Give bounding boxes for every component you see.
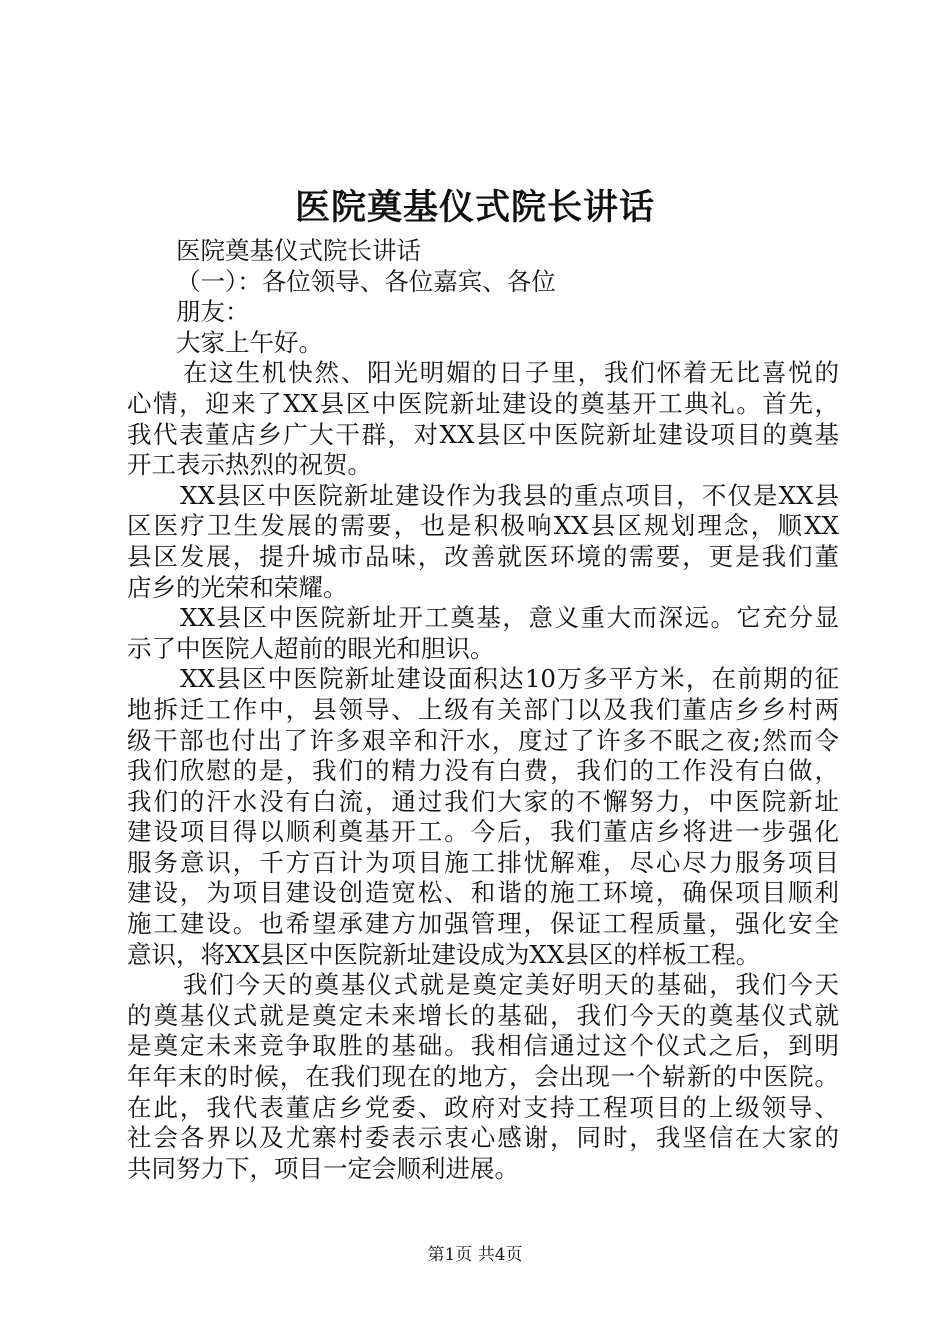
paragraph-line: 我们欣慰的是，我们的精力没有白费，我们的工作没有白做，: [127, 756, 839, 786]
paragraph-line: 建设项目得以顺利奠基开工。今后，我们董店乡将进一步强化: [127, 817, 839, 847]
paragraph-line: 共同努力下，项目一定会顺利进展。: [127, 1153, 519, 1183]
paragraph-line: 地拆迁工作中，县领导、上级有关部门以及我们董店乡乡村两: [127, 694, 839, 724]
page-indicator: 第1页 共4页: [427, 1245, 523, 1265]
paragraph-line: XX县区中医院新址开工奠基，意义重大而深远。它充分显: [180, 603, 839, 633]
paragraph-line: 意识，将XX县区中医院新址建设成为XX县区的样板工程。: [127, 939, 761, 969]
paragraph-line: 我代表董店乡广大干群，对XX县区中医院新址建设项目的奠基: [127, 419, 839, 449]
paragraph-line: 朋友：: [176, 297, 250, 327]
paragraph-line: 我们的汗水没有白流，通过我们大家的不懈努力，中医院新址: [127, 786, 839, 816]
paragraph-line: 县区发展，提升城市品味，改善就医环境的需要，更是我们董: [127, 541, 839, 571]
paragraph-line: 店乡的光荣和荣耀。: [127, 572, 348, 602]
paragraph-line: 我们今天的奠基仪式就是奠定美好明天的基础，我们今天: [183, 970, 839, 1000]
paragraph-line: 级干部也付出了许多艰辛和汗水，度过了许多不眠之夜;然而令: [127, 725, 839, 755]
paragraph-line: 大家上午好。: [176, 327, 323, 357]
paragraph-line: 心情，迎来了XX县区中医院新址建设的奠基开工典礼。首先，: [127, 388, 839, 418]
paragraph-line: 社会各界以及尤寨村委表示衷心感谢，同时，我坚信在大家的: [127, 1123, 839, 1153]
paragraph-line: 的奠基仪式就是奠定未来增长的基础，我们今天的奠基仪式就: [127, 1000, 839, 1030]
subtitle-line: 医院奠基仪式院长讲话: [176, 236, 421, 265]
paragraph-line: XX县区中医院新址建设面积达10万多平方米，在前期的征: [180, 664, 839, 694]
paragraph-line: 区医疗卫生发展的需要，也是积极响XX县区规划理念，顺XX: [127, 511, 839, 541]
paragraph-line: （一）：各位领导、各位嘉宾、各位: [176, 266, 556, 296]
paragraph-line: 示了中医院人超前的眼光和胆识。: [127, 633, 495, 663]
paragraph-line: 在此，我代表董店乡党委、政府对支持工程项目的上级领导、: [127, 1092, 839, 1122]
paragraph-line: 是奠定未来竞争取胜的基础。我相信通过这个仪式之后，到明: [127, 1031, 839, 1061]
document-title: 医院奠基仪式院长讲话: [294, 187, 655, 228]
paragraph-line: 在这生机快然、阳光明媚的日子里，我们怀着无比喜悦的: [183, 358, 839, 388]
paragraph-line: XX县区中医院新址建设作为我县的重点项目，不仅是XX县: [180, 480, 839, 510]
paragraph-line: 施工建设。也希望承建方加强管理，保证工程质量，强化安全: [127, 909, 839, 939]
paragraph-line: 年年末的时候，在我们现在的地方，会出现一个崭新的中医院。: [127, 1062, 839, 1092]
paragraph-line: 服务意识，千方百计为项目施工排忧解难，尽心尽力服务项目: [127, 847, 839, 877]
paragraph-line: 开工表示热烈的祝贺。: [127, 450, 372, 480]
document-body: [127, 236, 839, 1184]
paragraph-line: 建设，为项目建设创造宽松、和谐的施工环境，确保项目顺利: [127, 878, 839, 908]
